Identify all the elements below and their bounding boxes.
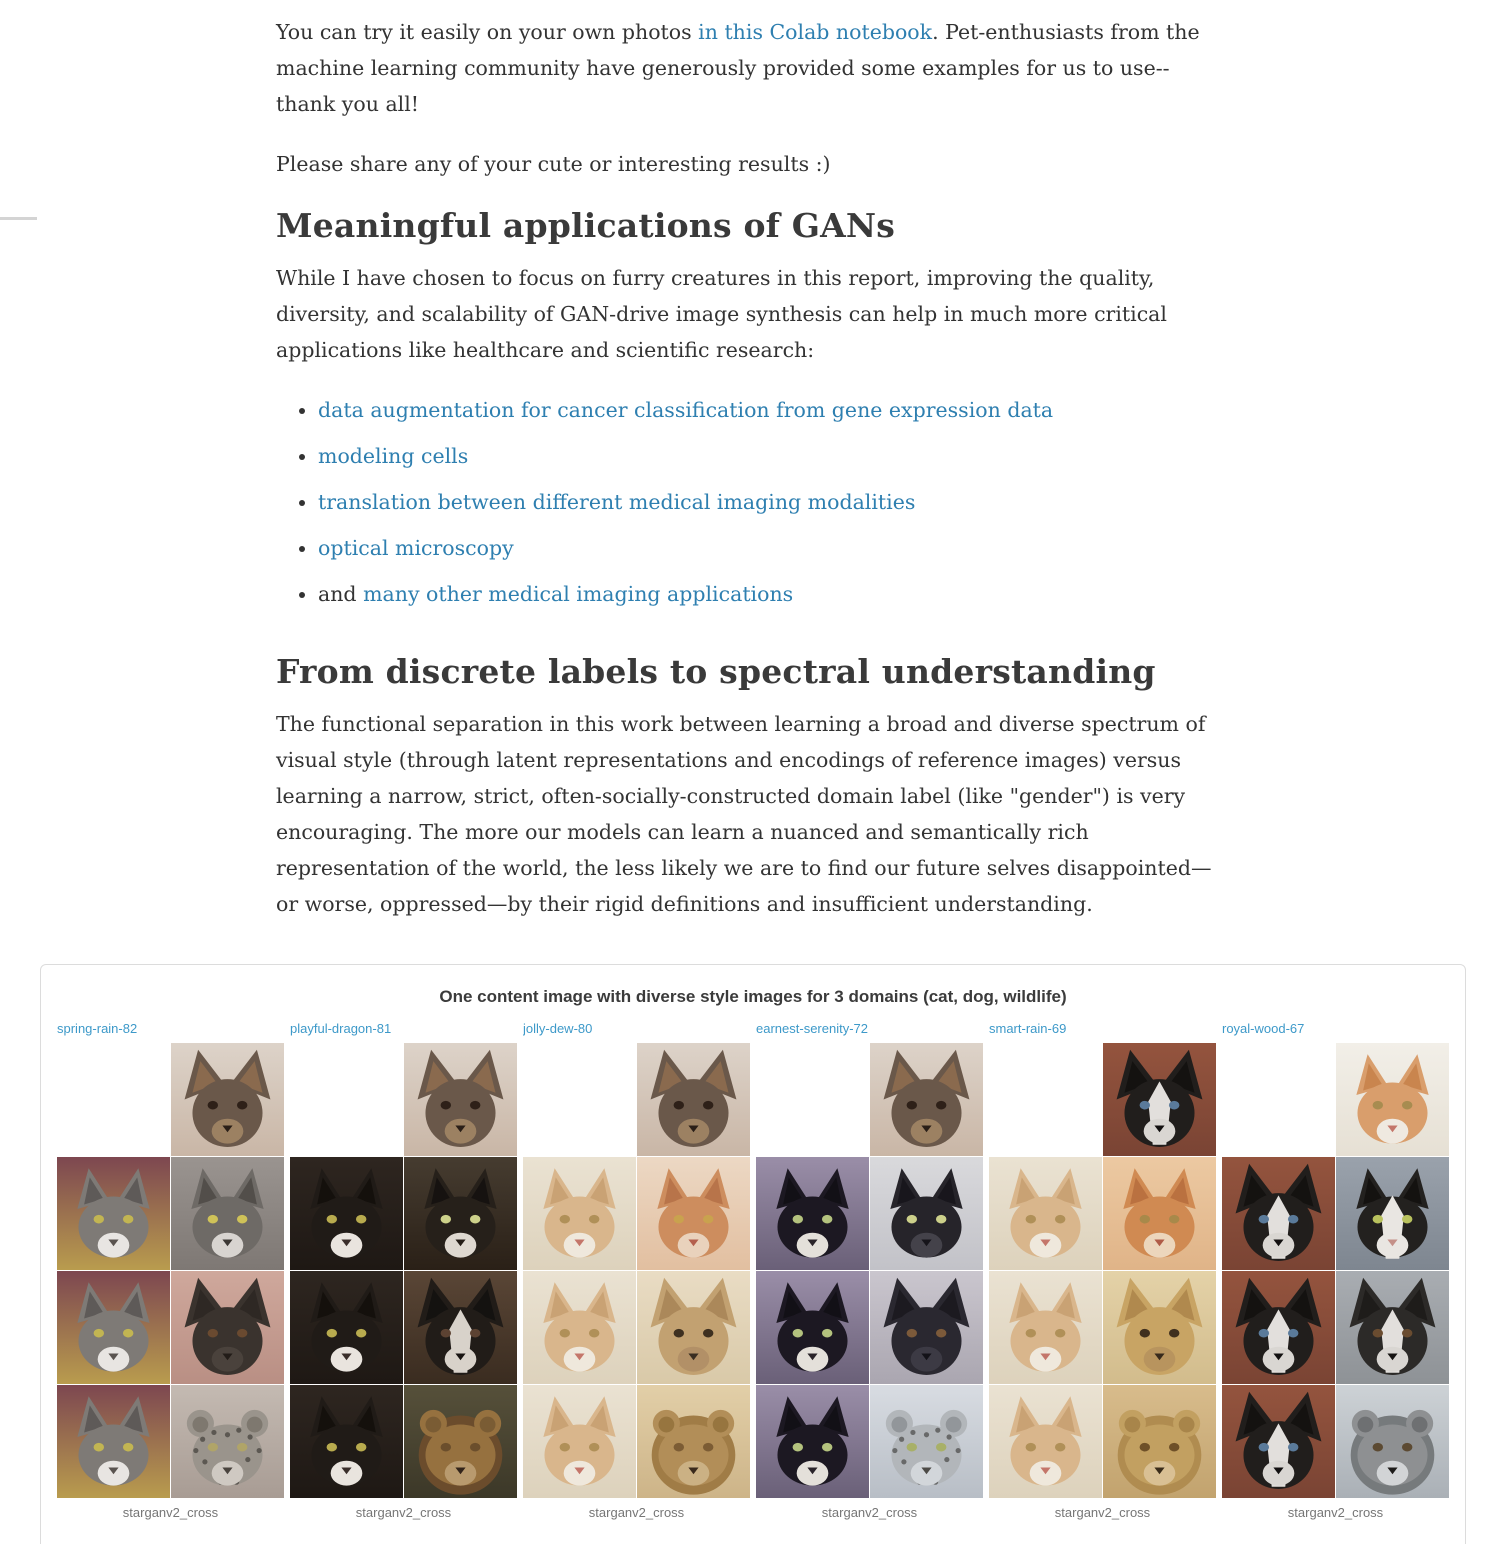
generated-image[interactable]	[404, 1385, 517, 1498]
image-grid	[523, 1043, 750, 1498]
style-image[interactable]	[756, 1157, 869, 1270]
text-run: and	[318, 582, 364, 606]
media-caption: starganv2_cross	[821, 1505, 918, 1520]
text-run: You can try it easily on your own photos	[276, 20, 699, 44]
style-image[interactable]	[989, 1271, 1102, 1384]
content-image[interactable]	[637, 1043, 750, 1156]
share-paragraph: Please share any of your cute or interesting results :)	[276, 152, 831, 176]
style-image[interactable]	[57, 1271, 170, 1384]
image-grid	[290, 1043, 517, 1498]
generated-image[interactable]	[1103, 1157, 1216, 1270]
article-body	[276, 0, 1222, 922]
generated-image[interactable]	[870, 1385, 983, 1498]
empty-cell	[523, 1043, 636, 1156]
generated-image[interactable]	[1336, 1271, 1449, 1384]
generated-image[interactable]	[1336, 1157, 1449, 1270]
generated-image[interactable]	[1103, 1271, 1216, 1384]
empty-cell	[989, 1043, 1102, 1156]
style-image[interactable]	[1222, 1157, 1335, 1270]
generated-image[interactable]	[1103, 1385, 1216, 1498]
run-grid	[290, 1021, 517, 1520]
style-image[interactable]	[756, 1385, 869, 1498]
run-name-label[interactable]: smart-rain-69	[989, 1021, 1067, 1036]
application-item	[318, 392, 1222, 428]
style-image[interactable]	[290, 1271, 403, 1384]
media-caption: starganv2_cross	[122, 1505, 219, 1520]
empty-cell	[57, 1043, 170, 1156]
application-link[interactable]: optical microscopy	[318, 536, 514, 560]
section-heading-applications: Meaningful applications of GANs	[276, 206, 896, 245]
application-item	[318, 530, 1222, 566]
application-link[interactable]: data augmentation for cancer classification from gene expression data	[318, 398, 1054, 422]
application-item	[318, 438, 1222, 474]
content-image[interactable]	[171, 1043, 284, 1156]
run-name-label[interactable]: playful-dragon-81	[290, 1021, 392, 1036]
media-caption: starganv2_cross	[1054, 1505, 1151, 1520]
section-heading-spectral: From discrete labels to spectral understanding	[276, 652, 1156, 691]
image-grid	[756, 1043, 983, 1498]
generated-image[interactable]	[870, 1157, 983, 1270]
generated-image[interactable]	[171, 1157, 284, 1270]
style-image[interactable]	[290, 1157, 403, 1270]
generated-image[interactable]	[404, 1157, 517, 1270]
panel-title: One content image with diverse style images for 3 domains (cat, dog, wildlife)	[439, 987, 1067, 1006]
image-grid	[57, 1043, 284, 1498]
media-caption: starganv2_cross	[588, 1505, 685, 1520]
application-item	[318, 576, 1222, 612]
style-image[interactable]	[989, 1385, 1102, 1498]
run-name-label[interactable]: royal-wood-67	[1222, 1021, 1305, 1036]
run-grid	[57, 1021, 284, 1520]
run-name-label[interactable]: jolly-dew-80	[523, 1021, 593, 1036]
generated-image[interactable]	[637, 1385, 750, 1498]
style-image[interactable]	[1222, 1271, 1335, 1384]
style-image[interactable]	[1222, 1385, 1335, 1498]
run-grid	[756, 1021, 983, 1520]
run-name-label[interactable]: earnest-serenity-72	[756, 1021, 868, 1036]
left-margin-tick	[0, 217, 37, 220]
text-run: . Pet-enthusiasts from the machine learning community have generously provided some examples for us to use--thank you all!	[276, 20, 1200, 116]
applications-list	[276, 392, 1222, 612]
style-image[interactable]	[756, 1271, 869, 1384]
content-image[interactable]	[1336, 1043, 1449, 1156]
run-name-label[interactable]: spring-rain-82	[57, 1021, 138, 1036]
application-link[interactable]: many other medical imaging applications	[363, 582, 794, 606]
content-image[interactable]	[1103, 1043, 1216, 1156]
application-item	[318, 484, 1222, 520]
style-image[interactable]	[523, 1157, 636, 1270]
style-image[interactable]	[989, 1157, 1102, 1270]
generated-image[interactable]	[637, 1157, 750, 1270]
empty-cell	[290, 1043, 403, 1156]
style-image[interactable]	[57, 1385, 170, 1498]
content-image[interactable]	[404, 1043, 517, 1156]
application-link[interactable]: translation between different medical imaging modalities	[318, 490, 916, 514]
run-grid	[1222, 1021, 1449, 1520]
media-panel	[40, 964, 1466, 1544]
generated-image[interactable]	[870, 1271, 983, 1384]
generated-image[interactable]	[171, 1385, 284, 1498]
run-grid	[989, 1021, 1216, 1520]
generated-image[interactable]	[637, 1271, 750, 1384]
media-caption: starganv2_cross	[355, 1505, 452, 1520]
image-grid	[1222, 1043, 1449, 1498]
style-image[interactable]	[523, 1271, 636, 1384]
run-grids	[57, 1021, 1449, 1520]
intro-paragraph	[276, 14, 1222, 122]
style-image[interactable]	[523, 1385, 636, 1498]
colab-notebook-link[interactable]: in this Colab notebook	[698, 20, 933, 44]
media-caption: starganv2_cross	[1287, 1505, 1384, 1520]
style-image[interactable]	[57, 1157, 170, 1270]
generated-image[interactable]	[171, 1271, 284, 1384]
empty-cell	[1222, 1043, 1335, 1156]
run-grid	[523, 1021, 750, 1520]
image-grid	[989, 1043, 1216, 1498]
generated-image[interactable]	[1336, 1385, 1449, 1498]
spectral-paragraph: The functional separation in this work between learning a broad and diverse spectrum of visual style (through latent representations and encodings of reference images) versus learning a narrow, strict, often-socially-constructed domain label (like "gender") is very encouraging. The more our models can learn a nuanced and semantically rich representation of the world, the less likely we are to find our future selves disappointed—or worse, oppressed—by their rigid definitions and insufficient understanding.	[276, 712, 1212, 916]
applications-paragraph: While I have chosen to focus on furry creatures in this report, improving the quality, diversity, and scalability of GAN-drive image synthesis can help in much more critical applications like healthcare and scientific research:	[276, 266, 1167, 362]
generated-image[interactable]	[404, 1271, 517, 1384]
content-image[interactable]	[870, 1043, 983, 1156]
style-image[interactable]	[290, 1385, 403, 1498]
application-link[interactable]: modeling cells	[318, 444, 469, 468]
empty-cell	[756, 1043, 869, 1156]
